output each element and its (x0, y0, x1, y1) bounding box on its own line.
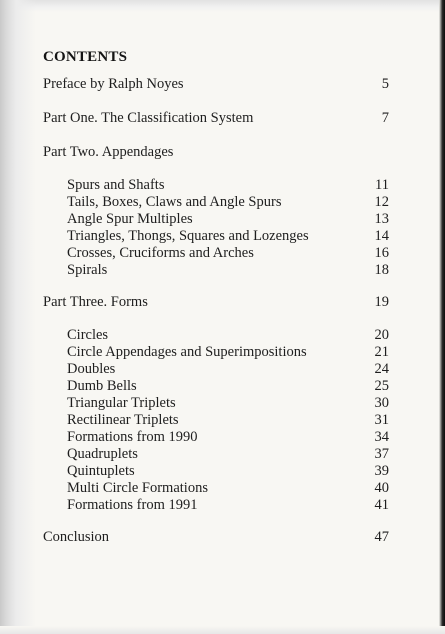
toc-entry-page: 14 (374, 228, 389, 244)
toc-entry-page: 13 (374, 211, 389, 227)
toc-subentry-dumb-bells (67, 378, 389, 395)
toc-entry-label: Quadruplets (67, 446, 138, 462)
toc-entry-page: 25 (374, 378, 389, 394)
toc-entry-label: Spurs and Shafts (67, 177, 165, 193)
contents-heading: CONTENTS (43, 49, 128, 65)
toc-subentry-multi-circle (67, 480, 389, 497)
toc-subentry-quadruplets (67, 446, 389, 463)
toc-subentry-quintuplets (67, 463, 389, 480)
toc-entry-page: 11 (375, 177, 389, 193)
toc-entry-label: Doubles (67, 361, 116, 377)
toc-entry-label: Angle Spur Multiples (67, 211, 193, 227)
toc-entry-preface (43, 76, 389, 93)
toc-entry-label: Spirals (67, 262, 108, 278)
toc-entry-page: 18 (374, 262, 389, 278)
toc-subentry-circle-appendages (67, 344, 389, 361)
toc-entry-label: Rectilinear Triplets (67, 412, 179, 428)
toc-entry-page: 12 (374, 194, 389, 210)
toc-entry-page: 19 (374, 294, 389, 310)
toc-entry-label: Part Two. Appendages (43, 144, 174, 160)
toc-entry-page: 5 (381, 76, 389, 92)
toc-entry-label: Tails, Boxes, Claws and Angle Spurs (67, 194, 282, 210)
toc-entry-page: 39 (374, 463, 389, 479)
binding-shadow (0, 0, 36, 634)
toc-entry-page: 31 (374, 412, 389, 428)
toc-subentry-triangles (67, 228, 389, 245)
toc-entry-label: Triangles, Thongs, Squares and Lozenges (67, 228, 309, 244)
toc-subentry-triangular-triplets (67, 395, 389, 412)
toc-entry-page: 34 (374, 429, 389, 445)
toc-entry-page: 37 (374, 446, 389, 462)
toc-subentry-formations-1990 (67, 429, 389, 446)
toc-entry-label: Formations from 1991 (67, 497, 198, 513)
toc-entry-page: 21 (374, 344, 389, 360)
toc-entry-label: Dumb Bells (67, 378, 137, 394)
toc-subentry-circles (67, 327, 389, 344)
toc-entry-page: 16 (374, 245, 389, 261)
toc-subentry-angle-spur (67, 211, 389, 228)
toc-subentry-crosses (67, 245, 389, 262)
toc-entry-page: 41 (374, 497, 389, 513)
toc-entry-part-three (43, 294, 389, 311)
toc-subentry-spurs (67, 177, 389, 194)
toc-entry-label: Crosses, Cruciforms and Arches (67, 245, 254, 261)
toc-entry-label: Conclusion (43, 529, 110, 545)
toc-subentry-formations-1991 (67, 497, 389, 514)
toc-entry-label: Multi Circle Formations (67, 480, 208, 496)
toc-entry-conclusion (43, 529, 389, 546)
toc-entry-part-one (43, 110, 389, 127)
toc-entry-page: 30 (374, 395, 389, 411)
page-top-edge (0, 0, 445, 12)
toc-entry-page: 20 (374, 327, 389, 343)
toc-entry-label: Circles (67, 327, 109, 343)
toc-subentry-spirals (67, 262, 389, 279)
toc-entry-label: Quintuplets (67, 463, 135, 479)
toc-entry-page: 40 (374, 480, 389, 496)
toc-subentry-tails (67, 194, 389, 211)
toc-entry-label: Part One. The Classification System (43, 110, 254, 126)
toc-entry-part-two (43, 144, 389, 161)
toc-entry-page: 7 (381, 110, 389, 126)
toc-entry-page: 24 (374, 361, 389, 377)
toc-entry-label: Circle Appendages and Superimpositions (67, 344, 307, 360)
toc-entry-label: Part Three. Forms (43, 294, 148, 310)
toc-entry-label: Triangular Triplets (67, 395, 176, 411)
page-bottom-edge (0, 626, 445, 634)
toc-subentry-rectilinear-triplets (67, 412, 389, 429)
toc-entry-label: Formations from 1990 (67, 429, 198, 445)
toc-entry-page: 47 (374, 529, 389, 545)
toc-entry-label: Preface by Ralph Noyes (43, 76, 184, 92)
page-right-edge (439, 0, 445, 634)
toc-subentry-doubles (67, 361, 389, 378)
